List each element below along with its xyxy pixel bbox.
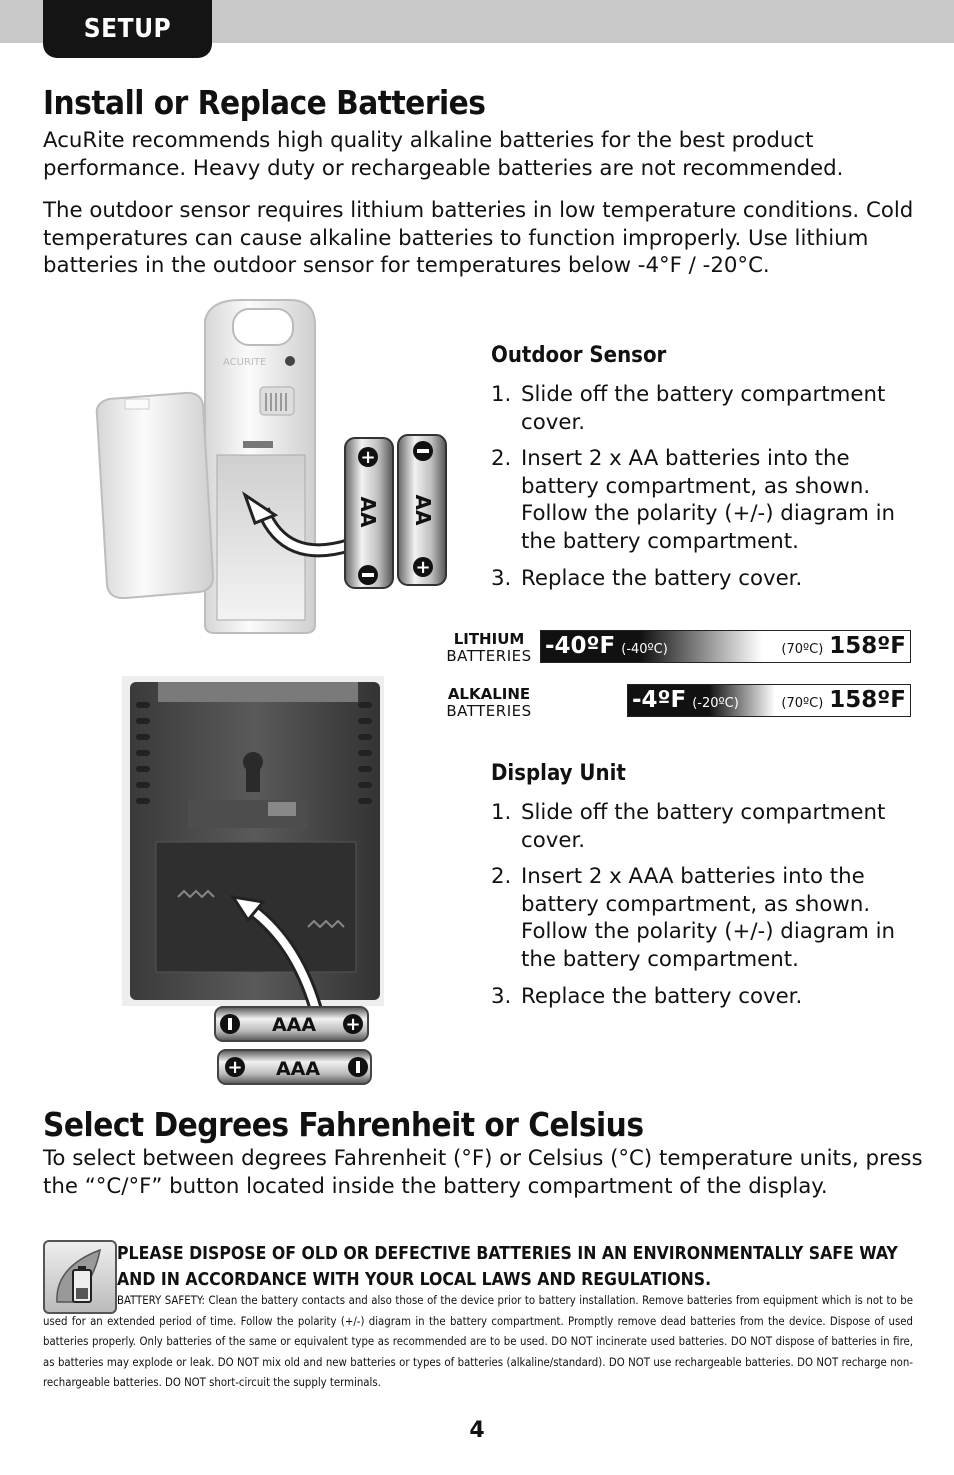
- lithium-label: LITHIUM BATTERIES: [446, 630, 532, 665]
- units-para: To select between degrees Fahrenheit (°F) or Celsius (°C) temperature units, press the “°C/°F” button located inside the battery compartment of the display.: [43, 1146, 923, 1199]
- outdoor-sensor-steps: [491, 381, 931, 601]
- lithium-low-f: -40ºF: [545, 633, 616, 659]
- disposal-warning: PLEASE DISPOSE OF OLD OR DEFECTIVE BATTERIES IN AN ENVIRONMENTALLY SAFE WAY AND IN ACCORDANCE WITH YOUR LOCAL LAWS AND REGULATIONS.: [117, 1244, 898, 1290]
- alkaline-low-f: -4ºF: [632, 687, 687, 713]
- list-item: 1. Slide off the battery compartment cover.: [491, 382, 886, 435]
- display-unit-steps: [491, 799, 931, 1019]
- aa-battery-label-2: AA: [411, 494, 435, 526]
- aaa-battery-label-2: AAA: [275, 1058, 321, 1080]
- alkaline-low-c: (-20ºC): [692, 696, 739, 711]
- page-number: 4: [469, 1418, 485, 1443]
- svg-text:+: +: [345, 1014, 361, 1035]
- lithium-range-bar: [540, 630, 911, 663]
- aa-battery-label-1: AA: [356, 496, 380, 528]
- list-item: 1. Slide off the battery compartment cover.: [491, 800, 886, 853]
- list-item: 3. Replace the battery cover.: [491, 983, 803, 1009]
- alkaline-label: ALKALINE BATTERIES: [446, 685, 532, 720]
- install-para-1: AcuRite recommends high quality alkaline batteries for the best product performance. Heavy duty or rechargeable batteries are not recommended.: [43, 128, 844, 181]
- aaa-battery-label-1: AAA: [271, 1014, 317, 1036]
- svg-text:+: +: [227, 1057, 243, 1078]
- outdoor-sensor-illustration: [85, 295, 450, 640]
- install-para-2: The outdoor sensor requires lithium batteries in low temperature conditions. Cold temperatures can cause alkaline batteries to function improperly. Use lithium batteries in the outdoor sensor for temperatures below -4°F / -20°C.: [43, 198, 914, 278]
- alkaline-high-c: (70ºC): [781, 696, 824, 711]
- list-item: 3. Replace the battery cover.: [491, 565, 803, 591]
- install-title: Install or Replace Batteries: [43, 83, 486, 122]
- battery-safety-text: BATTERY SAFETY: Clean the battery contacts and also those of the device prior to battery installation. Remove batteries from equipment which is not to be used for an extended period of time. Follow the polarity (+/-) diagram in the battery compartment. Promptly remove dead batteries from the device. Dispose of used batteries properly. Only batteries of the same or equivalent type as recommended are to be used. DO NOT incinerate used batteries. DO NOT dispose of batteries in fire, as batteries may explode or leak. DO NOT mix old and new batteries or types of batteries (alkaline/standard). DO NOT use rechargeable batteries. DO NOT recharge non-rechargeable batteries. DO NOT short-circuit the supply terminals.: [43, 1294, 913, 1390]
- list-item: 2. Insert 2 x AAA batteries into the battery compartment, as shown. Follow the polarity (+/-) diagram in the battery compartment.: [491, 864, 896, 972]
- list-item: 2. Insert 2 x AA batteries into the battery compartment, as shown. Follow the polarity (+/-) diagram in the battery compartment.: [491, 446, 896, 554]
- lithium-high-c: (70ºC): [781, 642, 824, 657]
- svg-text:+: +: [415, 557, 431, 578]
- section-tab: [43, 0, 212, 58]
- display-unit-heading: Display Unit: [491, 761, 626, 786]
- display-unit-illustration: [118, 672, 388, 1097]
- outdoor-sensor-heading: Outdoor Sensor: [491, 343, 667, 368]
- lithium-high-f: 158ºF: [829, 633, 906, 659]
- alkaline-range-bar: [627, 684, 911, 717]
- svg-text:+: +: [360, 447, 376, 468]
- lithium-low-c: (-40ºC): [621, 642, 668, 657]
- units-title: Select Degrees Fahrenheit or Celsius: [43, 1105, 644, 1144]
- sensor-brand: ACURITE: [223, 357, 267, 368]
- section-tab-label: SETUP: [83, 14, 172, 44]
- alkaline-high-f: 158ºF: [829, 687, 906, 713]
